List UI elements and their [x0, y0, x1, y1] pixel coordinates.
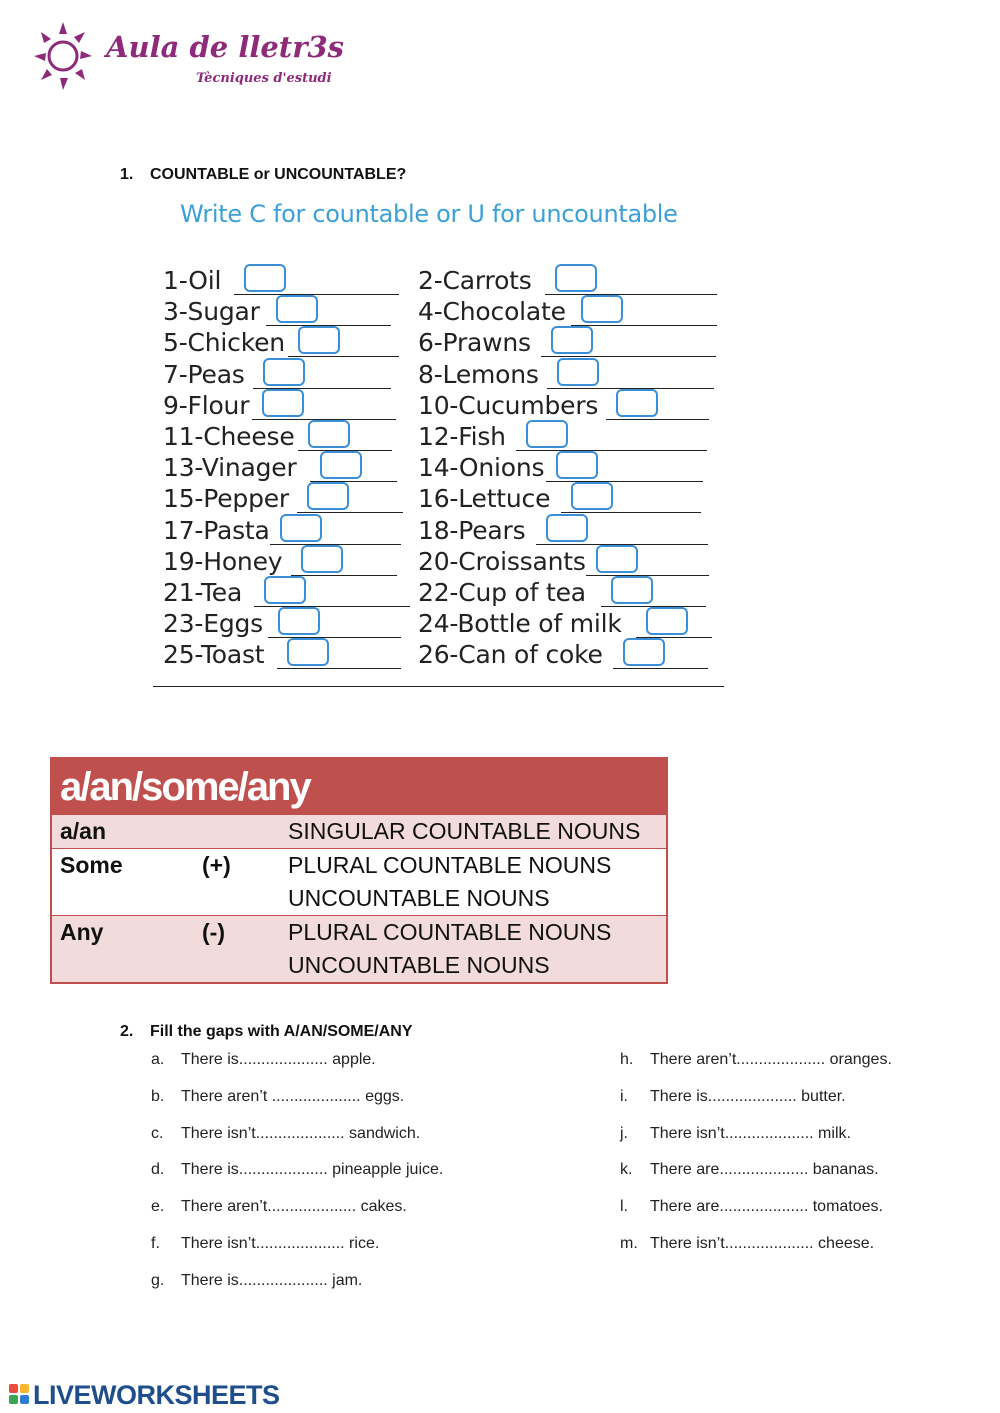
answer-input-box[interactable] [298, 326, 340, 354]
grammar-table-title: a/an/some/any [52, 759, 666, 814]
answer-input-box[interactable] [301, 545, 343, 573]
sentence-after: jam. [327, 1271, 363, 1289]
grammar-word: Some [60, 852, 123, 878]
sentence-letter: f. [151, 1235, 160, 1252]
gap-sentence [620, 1051, 892, 1069]
answer-input-box[interactable] [596, 545, 638, 573]
sentence-before: There are [650, 1161, 720, 1179]
sentence-before: There is [650, 1087, 708, 1105]
answer-input-box[interactable] [623, 638, 665, 666]
food-item-label: 4-Chocolate [418, 297, 566, 327]
food-item-label: 23-Eggs [163, 609, 263, 639]
gap-sentence [151, 1198, 407, 1216]
answer-underline [516, 450, 707, 451]
food-item-label: 3-Sugar [163, 297, 260, 327]
sentence-gap[interactable]: .................... [267, 1198, 357, 1216]
sentence-after: eggs. [360, 1087, 405, 1105]
food-item [418, 547, 709, 577]
sentence-after: apple. [327, 1051, 376, 1068]
food-item-label: 13-Vinager [163, 453, 297, 483]
sentence-after: cakes. [356, 1198, 407, 1216]
food-item [163, 547, 397, 577]
answer-input-box[interactable] [262, 389, 304, 417]
food-item-label: 19-Honey [163, 546, 283, 576]
answer-input-box[interactable] [646, 607, 688, 635]
sentence-gap[interactable]: .................... [255, 1124, 345, 1142]
answer-underline [545, 294, 717, 295]
grammar-use: SINGULAR COUNTABLE NOUNS [288, 818, 641, 844]
grammar-use: PLURAL COUNTABLE NOUNS [288, 852, 612, 878]
gap-sentence [151, 1235, 379, 1253]
section1-title: COUNTABLE or UNCOUNTABLE? [150, 166, 407, 183]
grammar-row-any [52, 915, 666, 982]
food-item [418, 609, 712, 639]
answer-input-box[interactable] [557, 358, 599, 386]
sentence-before: There aren’t [650, 1051, 737, 1068]
gap-sentence [620, 1088, 846, 1106]
sentence-after: oranges. [825, 1051, 892, 1068]
food-item [418, 422, 707, 452]
sentence-letter: h. [620, 1051, 634, 1068]
food-item [418, 266, 717, 296]
food-item [418, 360, 714, 390]
brand-title: Aula de lletr3s [106, 30, 344, 64]
gap-sentence [151, 1088, 404, 1106]
food-item-label: 2-Carrots [418, 266, 532, 295]
gap-sentence [620, 1125, 851, 1143]
grammar-use: PLURAL COUNTABLE NOUNS [288, 919, 612, 945]
sentence-after: milk. [813, 1124, 851, 1142]
answer-underline [546, 481, 703, 482]
sentence-letter: a. [151, 1051, 165, 1068]
answer-underline [571, 325, 717, 326]
answer-input-box[interactable] [278, 607, 320, 635]
answer-input-box[interactable] [307, 482, 349, 510]
food-item-label: 25-Toast [163, 640, 265, 670]
food-item [418, 328, 716, 358]
food-item [418, 484, 701, 514]
answer-input-box[interactable] [616, 389, 658, 417]
food-item [163, 391, 396, 421]
food-item-label: 5-Chicken [163, 328, 285, 358]
sentence-after: tomatoes. [808, 1198, 883, 1216]
answer-input-box[interactable] [244, 264, 286, 292]
sentence-letter: b. [151, 1087, 165, 1105]
sentence-letter: i. [620, 1087, 628, 1105]
sentence-gap[interactable]: .................... [724, 1124, 814, 1142]
sentence-after: cheese. [813, 1235, 875, 1252]
answer-input-box[interactable] [551, 326, 593, 354]
grammar-word: a/an [60, 818, 107, 844]
sentence-gap[interactable]: .................... [271, 1087, 361, 1105]
grammar-row-a-an [52, 814, 666, 848]
sentence-letter: l. [620, 1198, 628, 1216]
sentence-letter: e. [151, 1198, 165, 1216]
gap-sentence [620, 1161, 879, 1179]
food-item [418, 453, 703, 483]
food-item-label: 17-Pasta [163, 515, 270, 545]
sentence-after: pineapple juice. [327, 1161, 444, 1179]
sentence-before: There isn’t [650, 1235, 725, 1252]
list-divider [153, 686, 724, 687]
answer-input-box[interactable] [555, 264, 597, 292]
food-item-label: 11-Cheese [163, 422, 295, 451]
answer-input-box[interactable] [526, 420, 568, 448]
answer-underline [277, 668, 401, 669]
sentence-letter: k. [620, 1161, 633, 1179]
answer-input-box[interactable] [546, 514, 588, 542]
food-item [163, 516, 401, 546]
sentence-letter: j. [620, 1124, 628, 1142]
sentence-before: There isn’t [181, 1124, 256, 1142]
sentence-gap[interactable]: .................... [707, 1087, 797, 1105]
grammar-use: UNCOUNTABLE NOUNS [288, 885, 550, 911]
food-item [163, 360, 391, 390]
food-item-label: 21-Tea [163, 578, 243, 607]
gap-sentence [151, 1161, 443, 1179]
gap-sentence [620, 1198, 883, 1216]
sentence-gap[interactable]: .................... [719, 1161, 809, 1179]
sentence-letter: c. [151, 1124, 164, 1142]
liveworksheets-brand: LIVEWORKSHEETS [33, 1380, 280, 1410]
section1-number: 1. [120, 166, 134, 183]
section1-heading [120, 166, 406, 184]
liveworksheets-icon [8, 1382, 32, 1408]
food-item-label: 8-Lemons [418, 359, 539, 389]
food-item [418, 297, 717, 327]
sentence-after: rice. [344, 1235, 380, 1252]
grammar-sign: (+) [202, 852, 231, 878]
sentence-after: bananas. [808, 1161, 879, 1179]
answer-underline [268, 637, 401, 638]
sentence-letter: g. [151, 1271, 165, 1289]
food-item [418, 578, 706, 608]
grammar-sign [202, 815, 288, 848]
food-item-label: 9-Flour [163, 390, 250, 420]
food-item-label: 24-Bottle of milk [418, 609, 622, 639]
sentence-after: butter. [796, 1087, 846, 1105]
sentence-before: There aren’t [181, 1198, 268, 1216]
food-item-label: 18-Pears [418, 515, 526, 545]
answer-input-box[interactable] [287, 638, 329, 666]
answer-underline [254, 606, 410, 607]
food-item [163, 609, 401, 639]
food-item [163, 453, 397, 483]
food-item [163, 578, 410, 608]
section2-number: 2. [120, 1023, 134, 1040]
food-item [163, 484, 403, 514]
gap-sentence [151, 1125, 420, 1143]
sentence-before: There are [650, 1198, 720, 1216]
sentence-gap[interactable]: .................... [736, 1051, 826, 1068]
food-item-label: 16-Lettuce [418, 484, 551, 514]
sentence-before: There isn’t [181, 1235, 256, 1252]
sentence-gap[interactable]: .................... [238, 1051, 328, 1068]
food-item [163, 640, 401, 670]
food-item-label: 10-Cucumbers [418, 390, 599, 420]
food-item [163, 266, 399, 296]
aula-logo-icon [30, 16, 96, 94]
section2-heading [120, 1023, 413, 1041]
answer-input-box[interactable] [556, 451, 598, 479]
gap-sentence [151, 1051, 376, 1069]
answer-input-box[interactable] [581, 295, 623, 323]
answer-input-box[interactable] [308, 420, 350, 448]
food-item-label: 20-Croissants [418, 546, 586, 576]
food-item-label: 26-Can of coke [418, 640, 603, 670]
sentence-before: There is [181, 1271, 239, 1289]
sentence-before: There is [181, 1161, 239, 1179]
food-item-label: 6-Prawns [418, 328, 531, 358]
answer-underline [234, 294, 399, 295]
food-item [418, 516, 708, 546]
sentence-before: There aren’t [181, 1087, 272, 1105]
food-item [163, 328, 399, 358]
sentence-after: sandwich. [344, 1124, 421, 1142]
section2-title: Fill the gaps with A/AN/SOME/ANY [150, 1023, 413, 1040]
gap-sentence [151, 1272, 362, 1290]
answer-underline [613, 668, 708, 669]
answer-input-box[interactable] [320, 451, 362, 479]
answer-input-box[interactable] [571, 482, 613, 510]
answer-underline [288, 356, 399, 357]
grammar-word: Any [60, 919, 104, 945]
food-item-label: 15-Pepper [163, 484, 289, 514]
answer-input-box[interactable] [264, 576, 306, 604]
grammar-row-some [52, 848, 666, 915]
food-item-label: 1-Oil [163, 266, 222, 295]
sentence-gap[interactable]: .................... [238, 1161, 328, 1179]
sentence-gap[interactable]: .................... [719, 1198, 809, 1216]
answer-underline [606, 419, 709, 420]
grammar-table [50, 757, 668, 984]
answer-input-box[interactable] [611, 576, 653, 604]
answer-input-box[interactable] [263, 358, 305, 386]
food-item-label: 7-Peas [163, 359, 245, 389]
grammar-sign: (-) [202, 919, 225, 945]
answer-input-box[interactable] [280, 514, 322, 542]
section1-instruction: Write C for countable or U for uncountable [180, 200, 678, 228]
sentence-before: There isn’t [650, 1124, 725, 1142]
brand-subtitle: Tècniques d'estudi [196, 71, 332, 86]
grammar-use: UNCOUNTABLE NOUNS [288, 952, 550, 978]
food-item [418, 391, 709, 421]
gap-sentence [620, 1235, 874, 1253]
sentence-gap[interactable]: .................... [724, 1235, 814, 1252]
sentence-letter: d. [151, 1161, 165, 1179]
food-item-label: 14-Onions [418, 453, 545, 483]
sentence-gap[interactable]: .................... [238, 1271, 328, 1289]
food-item-label: 22-Cup of tea [418, 578, 586, 607]
sentence-before: There is [181, 1051, 239, 1068]
sentence-letter: m. [620, 1235, 638, 1252]
food-item [418, 640, 708, 670]
food-item [163, 297, 391, 327]
food-item [163, 422, 392, 452]
answer-input-box[interactable] [276, 295, 318, 323]
food-item-label: 12-Fish [418, 422, 506, 451]
sentence-gap[interactable]: .................... [255, 1235, 345, 1252]
answer-underline [291, 575, 397, 576]
